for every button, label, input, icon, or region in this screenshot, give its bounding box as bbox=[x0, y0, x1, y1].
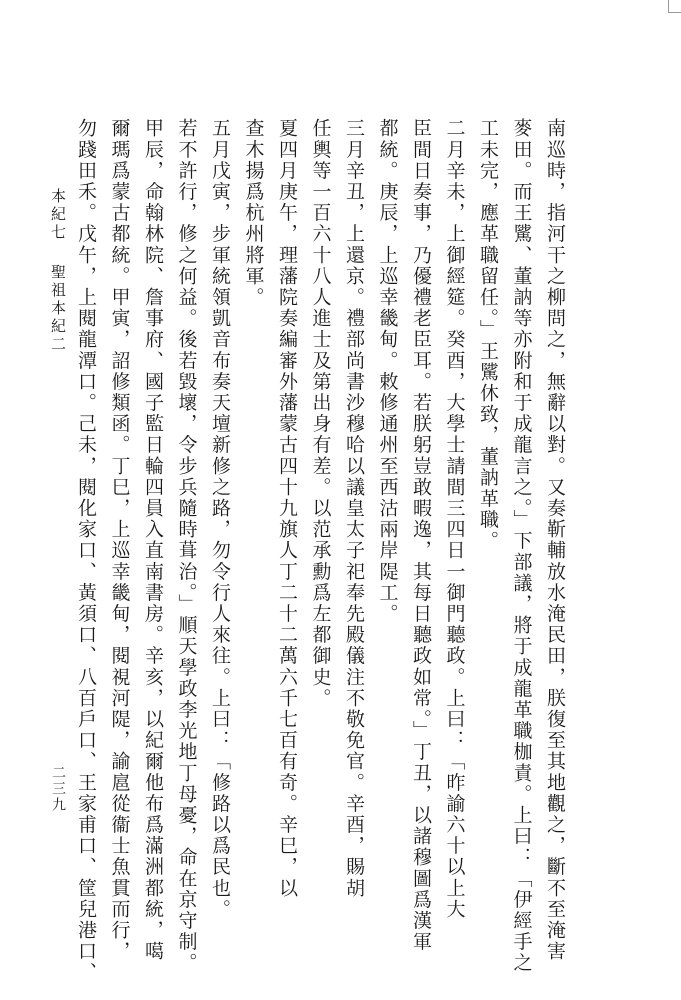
text-column: 若不許行，修之何益。後若毀壞，令步兵隨時葺治。」順天學政李光地丁母憂，命在京守制。 bbox=[175, 118, 198, 974]
text-column: 麥田。而王騭、董訥等亦附和于成龍言之。」下部議，將于成龍革職枷責。上曰：「伊經手之 bbox=[510, 118, 533, 974]
text-column: 甲辰，命翰林院、詹事府、國子監日輪四員入直南書房。辛亥，以紀爾他布爲滿洲都統，噶 bbox=[142, 118, 164, 962]
text-column: 爾瑪爲蒙古都統。甲寅，詔修類函。丁巳，上巡幸畿甸，閱視河隄，諭扈從衞士魚貫而行， bbox=[108, 118, 131, 962]
page-number: 二三九 bbox=[50, 765, 66, 813]
text-column: 二月辛未，上御經筵。癸酉，大學士請間三四日一御門聽政。上曰：「昨諭六十以上大 bbox=[443, 118, 466, 920]
text-column: 夏四月庚午，理藩院奏編審外藩蒙古四十九旗人丁二十二萬六千七百有奇。辛巳，以 bbox=[276, 118, 298, 899]
page-corner-mark bbox=[668, 0, 681, 13]
text-column: 都統。庚辰，上巡幸畿甸。敕修通州至西沽兩岸隄工。 bbox=[376, 118, 399, 625]
body-text bbox=[69, 118, 572, 984]
text-column: 勿踐田禾。戊午，上閱龍潭口。己未，閱化家口、黃須口、八百戶口、王家甫口、筐兒港口、 bbox=[75, 118, 97, 984]
text-column: 五月戊寅，步軍統領凱音布奏天壇新修之路，勿令行人來往。上曰：「修路以爲民也。 bbox=[209, 118, 231, 920]
running-head-title: 聖祖本紀二 bbox=[49, 264, 67, 354]
running-head bbox=[48, 188, 68, 376]
text-column: 查木揚爲杭州將軍。 bbox=[242, 118, 265, 308]
running-head-section: 本紀七 bbox=[49, 188, 67, 242]
text-column: 工未完，應革職留任。」王騭休致，董訥革職。 bbox=[477, 118, 499, 552]
text-column: 任輿等一百六十八人進士及第出身有差。以范承勳爲左都御史。 bbox=[309, 118, 332, 709]
text-column: 臣間日奏事，乃優禮老臣耳。若朕躬豈敢暇逸，其每日聽政如常。」丁丑，以諸穆圖爲漢軍 bbox=[410, 118, 432, 953]
text-column: 南巡時，指河干之柳問之，無辭以對。又奏靳輔放水淹民田，朕復至其地觀之，斷不至淹害 bbox=[544, 118, 566, 962]
text-column: 三月辛丑，上還京。禮部尚書沙穆哈以議皇太子祀奉先殿儀注不敬免官。辛酉，賜胡 bbox=[343, 118, 365, 899]
